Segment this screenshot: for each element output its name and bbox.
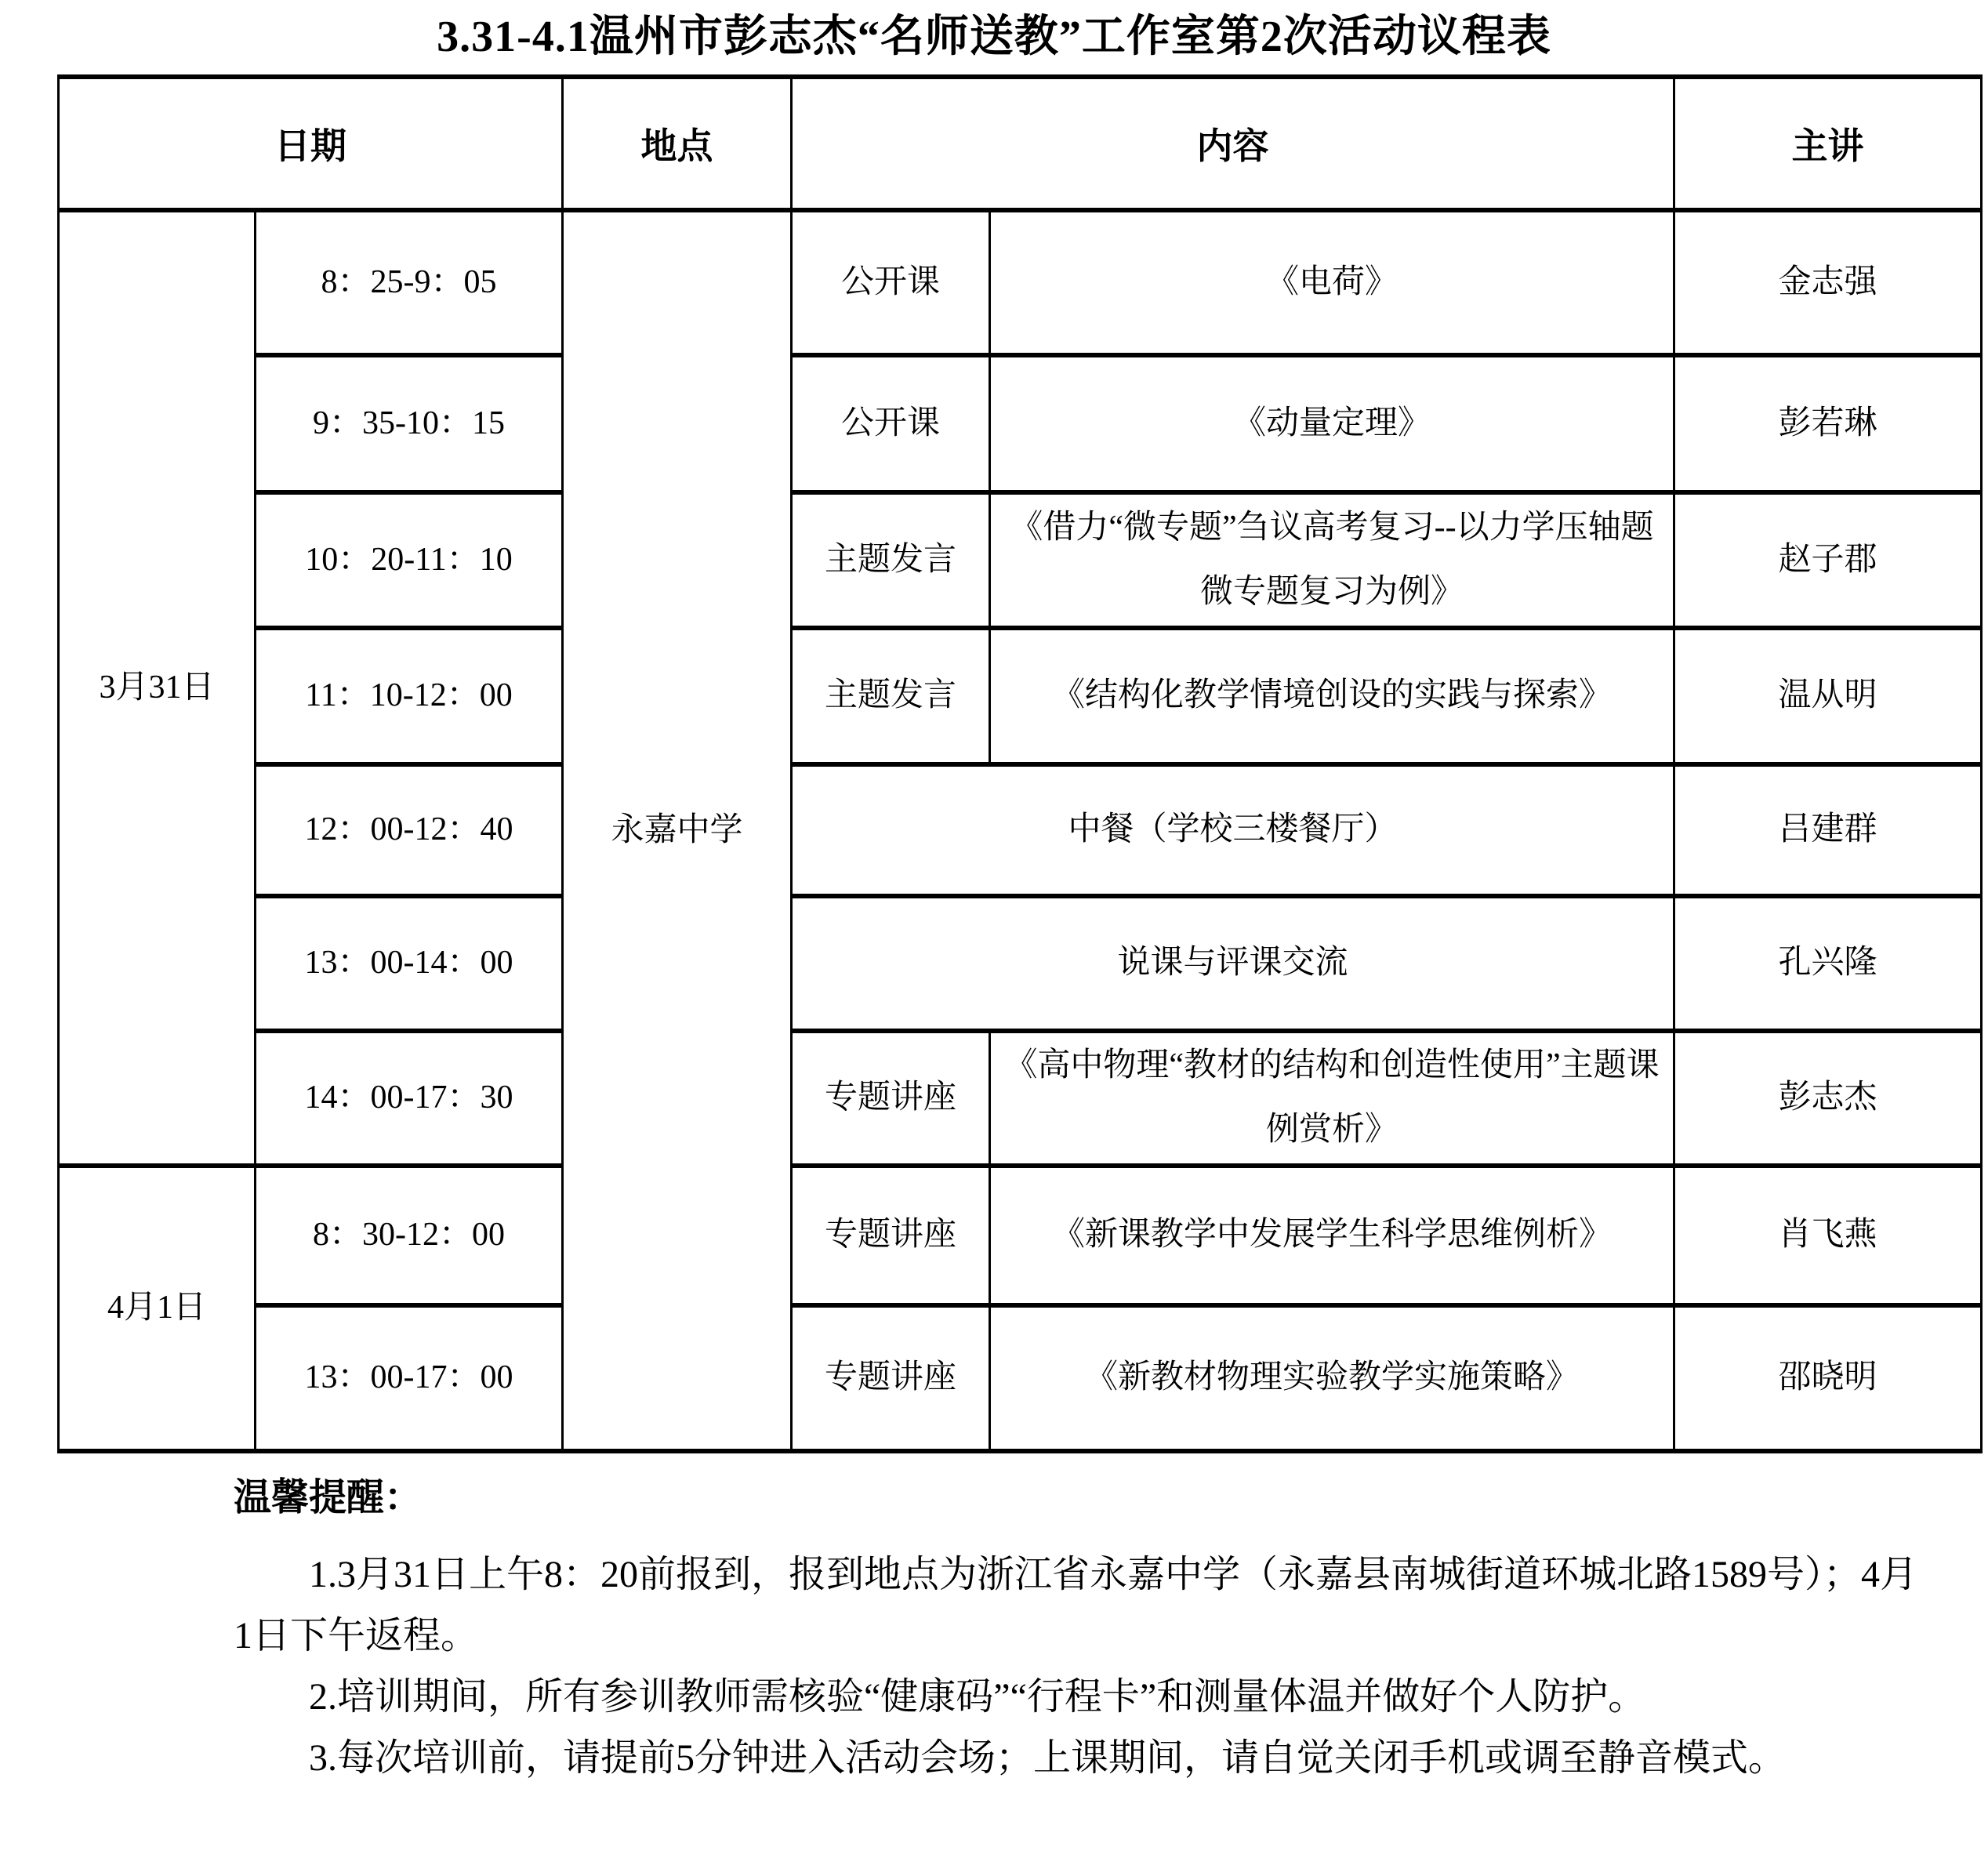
header-content: 内容 [792,77,1674,210]
table-row [59,764,1982,896]
header-speaker: 主讲 [1674,77,1982,210]
table-row [59,210,1982,355]
time-cell: 13：00-17：00 [256,1305,563,1451]
session-topic-cell: 《动量定理》 [990,355,1674,492]
time-cell: 10：20-11：10 [256,492,563,628]
table-row [59,896,1982,1031]
session-type-cell: 专题讲座 [792,1031,990,1166]
speaker-cell: 金志强 [1674,210,1982,355]
speaker-cell: 彭志杰 [1674,1031,1982,1166]
speaker-cell: 邵晓明 [1674,1305,1982,1451]
session-topic-cell: 《新课教学中发展学生科学思维例析》 [990,1166,1674,1305]
session-type-cell: 主题发言 [792,628,990,764]
header-date: 日期 [59,77,563,210]
session-topic-cell: 《借力“微专题”刍议高考复习--以力学压轴题微专题复习为例》 [990,492,1674,628]
header-location: 地点 [563,77,792,210]
table-row [59,492,1982,628]
time-cell: 8：25-9：05 [256,210,563,355]
time-cell: 14：00-17：30 [256,1031,563,1166]
session-type-cell: 专题讲座 [792,1305,990,1451]
session-topic-cell: 《新教材物理实验教学实施策略》 [990,1305,1674,1451]
time-cell: 11：10-12：00 [256,628,563,764]
notes-heading: 温馨提醒： [234,1477,423,1518]
schedule-table [57,74,1983,1453]
session-topic-cell: 说课与评课交流 [792,896,1674,1031]
location-cell: 永嘉中学 [563,210,792,1451]
table-row [59,1031,1982,1166]
speaker-cell: 吕建群 [1674,764,1982,896]
page-title: 3.31-4.1温州市彭志杰“名师送教”工作室第2次活动议程表 [437,13,1551,61]
speaker-cell: 赵子郡 [1674,492,1982,628]
table-row [59,355,1982,492]
session-type-cell: 公开课 [792,210,990,355]
date-cell: 4月1日 [59,1166,256,1451]
table-row [59,1305,1982,1451]
session-topic-cell: 《电荷》 [990,210,1674,355]
time-cell: 13：00-14：00 [256,896,563,1031]
speaker-cell: 肖飞燕 [1674,1166,1982,1305]
date-cell: 3月31日 [59,210,256,1166]
notes-section [234,1468,1927,1789]
session-topic-cell: 中餐（学校三楼餐厅） [792,764,1674,896]
speaker-cell: 彭若琳 [1674,355,1982,492]
speaker-cell: 孔兴隆 [1674,896,1982,1031]
note-item: 2.培训期间，所有参训教师需核验“健康码”“行程卡”和测量体温并做好个人防护。 [309,1676,1646,1718]
session-type-cell: 公开课 [792,355,990,492]
note-item: 3.每次培训前，请提前5分钟进入活动会场；上课期间，请自觉关闭手机或调至静音模式。 [309,1737,1787,1779]
session-type-cell: 主题发言 [792,492,990,628]
time-cell: 9：35-10：15 [256,355,563,492]
session-topic-cell: 《高中物理“教材的结构和创造性使用”主题课例赏析》 [990,1031,1674,1166]
session-topic-cell: 《结构化教学情境创设的实践与探索》 [990,628,1674,764]
note-item: 1.3月31日上午8：20前报到，报到地点为浙江省永嘉中学（永嘉县南城街道环城北路1589号）；4月1日下午返程。 [234,1554,1918,1656]
time-cell: 12：00-12：40 [256,764,563,896]
table-header-row [59,77,1982,210]
session-type-cell: 专题讲座 [792,1166,990,1305]
speaker-cell: 温从明 [1674,628,1982,764]
table-row [59,628,1982,764]
time-cell: 8：30-12：00 [256,1166,563,1305]
table-row [59,1166,1982,1305]
